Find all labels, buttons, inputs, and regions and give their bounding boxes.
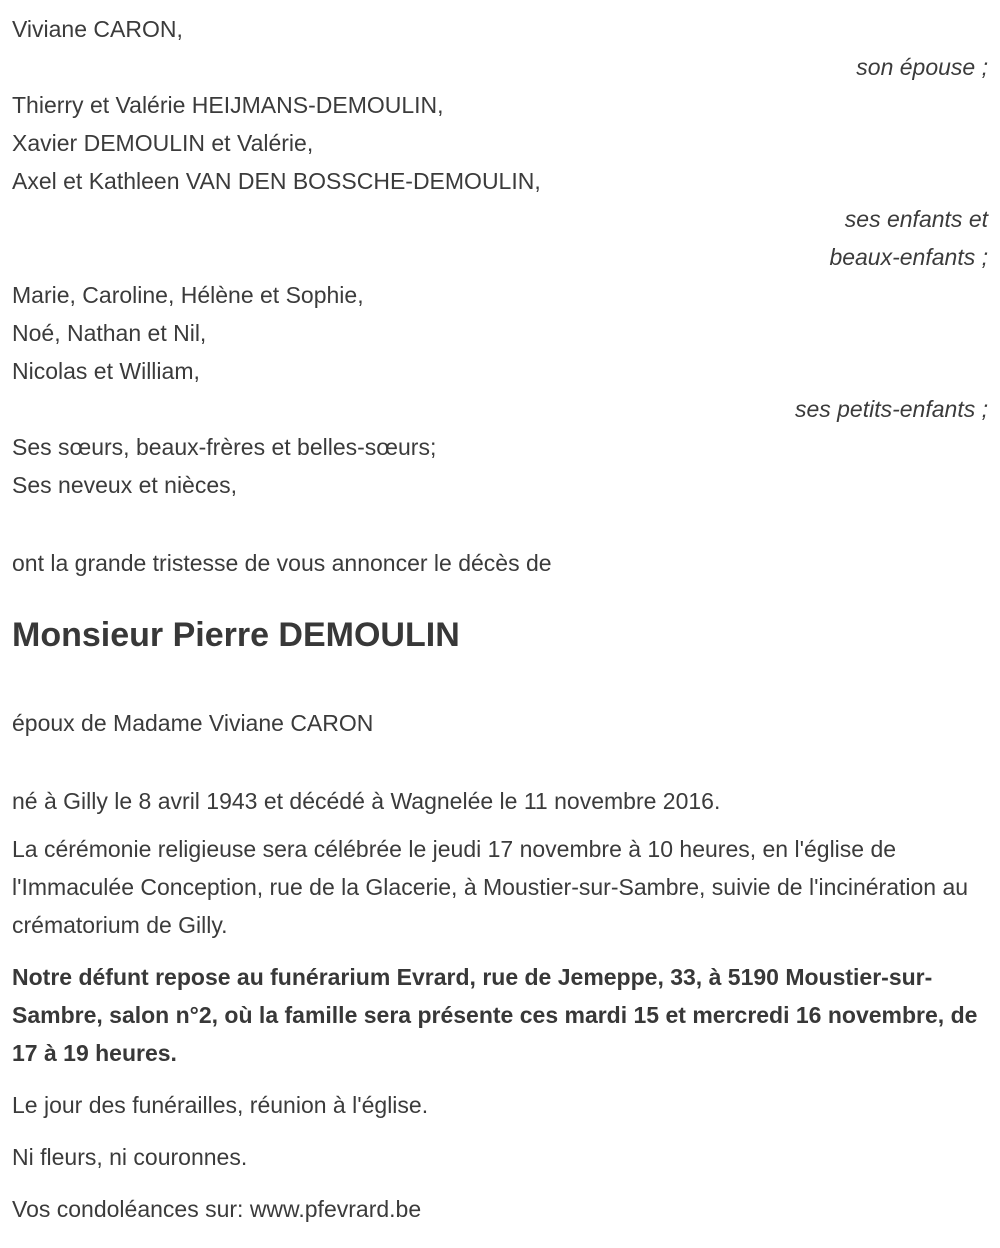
grandchildren-name-line: Marie, Caroline, Hélène et Sophie, [12, 282, 364, 308]
spouse-name-line: Viviane CARON, [12, 16, 183, 42]
grandchildren-relation-label: ses petits-enfants ; [794, 396, 988, 422]
funeral-day-line: Le jour des funérailles, réunion à l'église. [12, 1092, 429, 1118]
deceased-name-heading: Monsieur Pierre DEMOULIN [12, 616, 460, 654]
condolences-line: Vos condoléances sur: www.pfevrard.be [12, 1196, 422, 1222]
grandchildren-name-line: Noé, Nathan et Nil, [12, 320, 207, 346]
grandchildren-name-line: Nicolas et William, [12, 358, 200, 384]
birth-death-line: né à Gilly le 8 avril 1943 et décédé à Wagnelée le 11 novembre 2016. [12, 788, 721, 814]
flowers-line: Ni fleurs, ni couronnes. [12, 1144, 248, 1170]
children-relation-label: ses enfants et [844, 206, 988, 232]
children-name-line: Thierry et Valérie HEIJMANS-DEMOULIN, [12, 92, 444, 118]
children-name-line: Axel et Kathleen VAN DEN BOSSCHE-DEMOULIN, [12, 168, 541, 194]
spouse-of-line: époux de Madame Viviane CARON [12, 710, 374, 736]
children-name-line: Xavier DEMOULIN et Valérie, [12, 130, 314, 156]
other-family-line: Ses sœurs, beaux-frères et belles-sœurs; [12, 434, 437, 460]
announcement-text: ont la grande tristesse de vous annoncer le décès de [12, 550, 552, 576]
ceremony-paragraph: La cérémonie religieuse sera célébrée le jeudi 17 novembre à 10 heures, en l'église de l'Immaculée Conception, rue de la Glacerie, à Moustier-sur-Sambre, suivie de l'incinération au crématorium de Gilly. [12, 836, 969, 938]
other-family-line: Ses neveux et nièces, [12, 472, 238, 498]
repose-paragraph: Notre défunt repose au funérarium Evrard, rue de Jemeppe, 33, à 5190 Moustier-sur-Sambre, salon n°2, où la famille sera présente ces mardi 15 et mercredi 16 novembre, de 17 à 19 heures. [12, 964, 978, 1066]
spouse-relation-label: son épouse ; [856, 54, 988, 80]
children-relation-label: beaux-enfants ; [829, 244, 988, 270]
